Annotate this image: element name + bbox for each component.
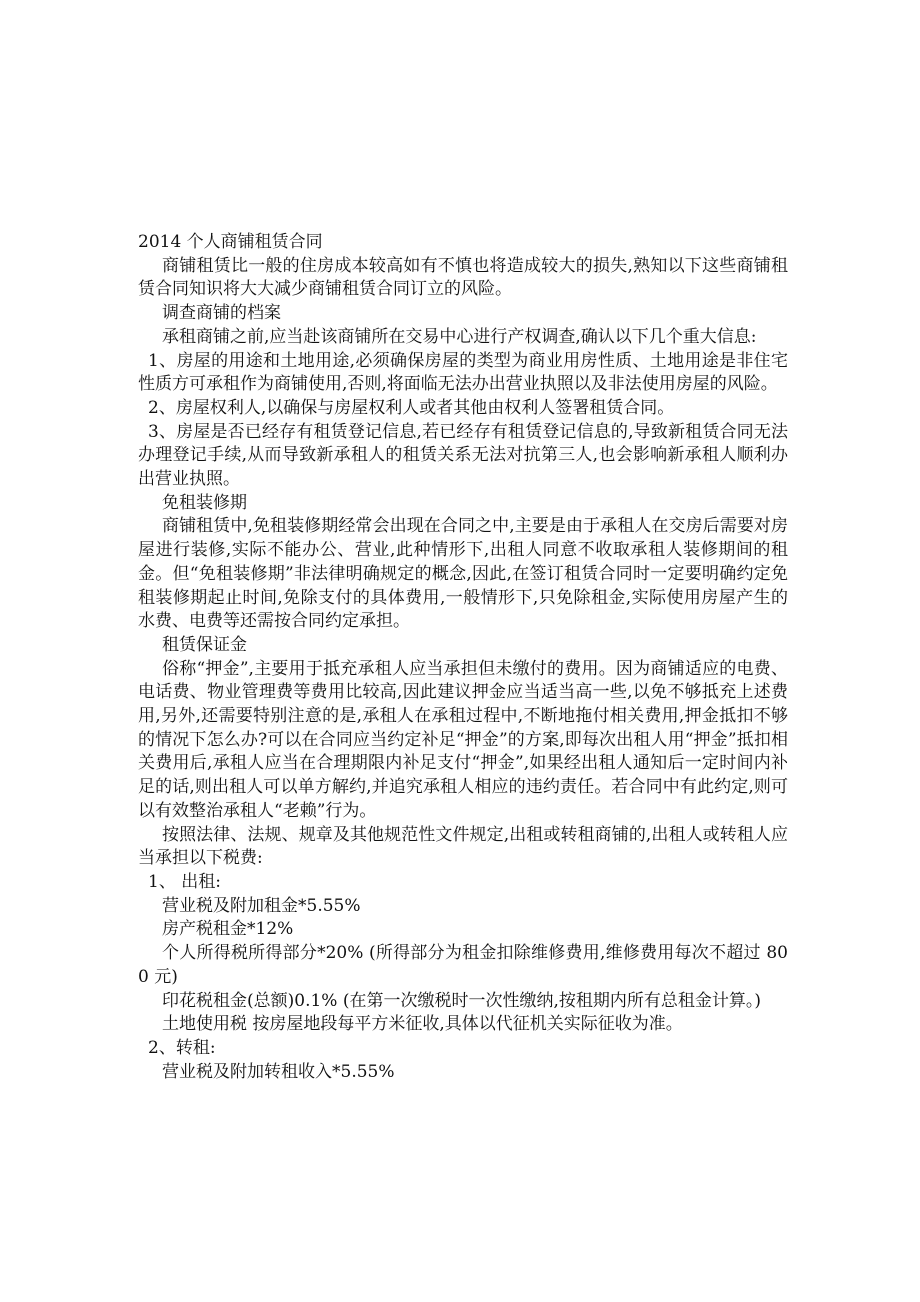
tax-line-sublease-business: 营业税及附加转租收入*5.55% [162, 1061, 395, 1082]
paragraph-deposit: 俗称“押金”,主要用于抵充承租人应当承担但未缴付的费用。因为商铺适应的电费、电话费、物业管理费等费用比较高,因此建议押金应当适当高一些,以免不够抵充上述费用,另外,还需要特别注意的是,承租人在承租过程中,不断地拖付相关费用,押金抵扣不够的情况下怎么办?可以在合同应当约定补足“押金”的方案,即每次出租人用“押金”抵扣相关费用后,承租人应当在合理期限内补足支付“押金”,如果经出租人通知后一定时间内补足的话,则出租人可以单方解约,并追究承租人相应的违约责任。若合同中有此约定,则可以有效整治承租人“老赖”行为。 [138, 658, 788, 821]
tax-line-land: 土地使用税 按房屋地段每平方米征收,具体以代征机关实际征收为准。 [162, 1014, 683, 1035]
tax-line-income: 个人所得税所得部分*20% (所得部分为租金扣除维修费用,维修费用每次不超过 800 元) [138, 943, 788, 987]
list-item-registration: 3、房屋是否已经存有租赁登记信息,若已经存有租赁登记信息的,导致新租赁合同无法办理登记手续,从而导致新承租人的租赁关系无法对抗第三人,也会影响新承租人顺利办出营业执照。 [138, 421, 788, 490]
list-item-owner: 2、房屋权利人,以确保与房屋权利人或者其他由权利人签署租赁合同。 [148, 397, 675, 418]
document-title: 2014 个人商铺租赁合同 [138, 232, 323, 252]
list-item-lease-out: 1、 出租: [148, 871, 221, 892]
document-body [138, 231, 788, 1084]
intro-paragraph: 商铺租赁比一般的住房成本较高如有不慎也将造成较大的损失,熟知以下这些商铺租赁合同知识将大大减少商铺租赁合同订立的风险。 [138, 255, 788, 300]
list-item-usage: 1、房屋的用途和土地用途,必须确保房屋的类型为商业用房性质、土地用途是非住宅性质方可承租作为商铺使用,否则,将面临无法办出营业执照以及非法使用房屋的风险。 [138, 350, 788, 395]
paragraph-free-renovation: 商铺租赁中,免租装修期经常会出现在合同之中,主要是由于承租人在交房后需要对房屋进行装修,实际不能办公、营业,此种情形下,出租人同意不收取承租人装修期间的租金。但“免租装修期”非法律明确规定的概念,因此,在签订租赁合同时一定要明确约定免租装修期起止时间,免除支付的具体费用,一般情形下,只免除租金,实际使用房屋产生的水费、电费等还需按合同约定承担。 [138, 516, 788, 632]
paragraph-taxes-intro: 按照法律、法规、规章及其他规范性文件规定,出租或转租商铺的,出租人或转租人应当承担以下税费: [138, 824, 788, 869]
tax-line-business: 营业税及附加租金*5.55% [162, 895, 361, 916]
section-heading-deposit: 租赁保证金 [162, 634, 247, 655]
section-heading-archive: 调查商铺的档案 [162, 303, 281, 324]
paragraph-archive-intro: 承租商铺之前,应当赴该商铺所在交易中心进行产权调查,确认以下几个重大信息: [162, 326, 757, 347]
tax-line-property: 房产税租金*12% [162, 919, 294, 940]
list-item-sublease: 2、转租: [148, 1037, 216, 1058]
section-heading-free-renovation: 免租装修期 [162, 492, 247, 513]
tax-line-stamp: 印花税租金(总额)0.1% (在第一次缴税时一次性缴纳,按租期内所有总租金计算。) [162, 990, 762, 1011]
